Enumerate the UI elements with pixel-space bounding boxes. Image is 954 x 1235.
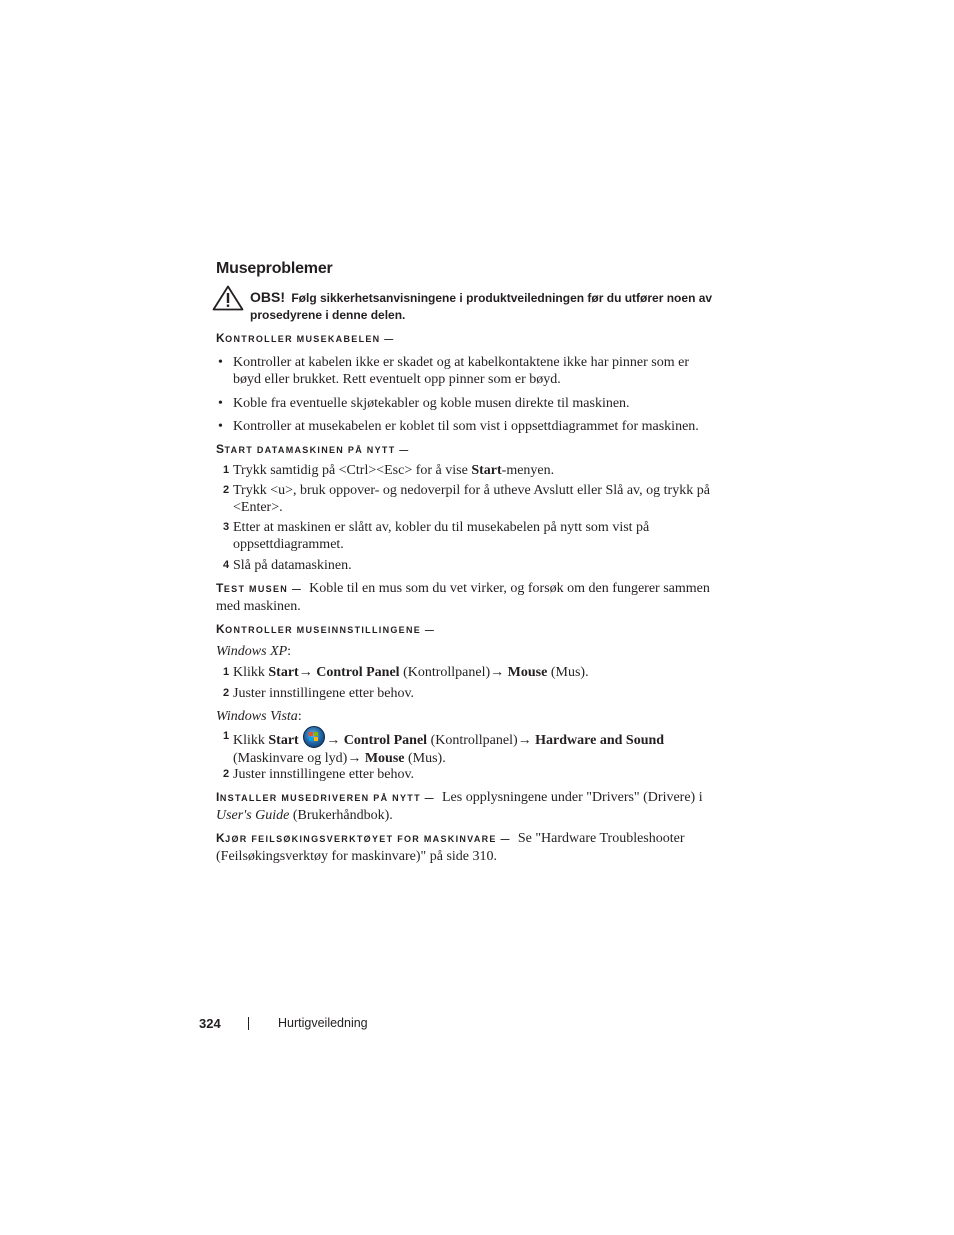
footer-divider	[248, 1017, 249, 1030]
step-number: 3	[223, 521, 230, 533]
section-driver: INSTALLER MUSEDRIVEREN PÅ NYTT — Les opplysningene under "Drivers" (Drivere) i User's Guide (Brukerhåndbok).	[216, 790, 703, 823]
step-number: 1	[223, 464, 230, 476]
bullet-marker: •	[218, 419, 223, 434]
warning-icon	[212, 285, 244, 311]
bullet-item: Kontroller at musekabelen er koblet til som vist i oppsettdiagrammet for maskinen.	[233, 419, 699, 434]
bullet-marker: •	[218, 396, 223, 411]
heading-text: KONTROLLER MUSEINNSTILLINGENE —	[216, 622, 436, 636]
step-text: Trykk <u>, bruk oppover- og nedoverpil for å utheve Avslutt eller Slå av, og trykk på <Enter>.	[233, 483, 710, 515]
os-label-vista: Windows Vista:	[216, 709, 302, 724]
step-number: 2	[223, 484, 230, 496]
section-heading-test-mouse: TEST MUSEN —	[216, 581, 303, 595]
start-menu-label: Start	[471, 463, 502, 478]
section-text: Koble til en mus som du vet virker, og forsøk om den fungerer sammen med maskinen.	[216, 581, 710, 614]
step-text: Juster innstillingene etter behov.	[233, 686, 415, 701]
section-heading-driver: INSTALLER MUSEDRIVEREN PÅ NYTT —	[216, 790, 435, 804]
page-number: 324	[199, 1016, 221, 1031]
heading-text: START DATAMASKINEN PÅ NYTT —	[216, 442, 410, 456]
step-number: 1	[223, 666, 230, 678]
section-troubleshooter	[216, 830, 716, 865]
step-number: 1	[223, 730, 230, 742]
footer-label: Hurtigveiledning	[278, 1016, 368, 1030]
bullet-item: Kontroller at kabelen ikke er skadet og at kabelkontaktene ikke har pinner som er bøyd eller brukket. Rett eventuelt opp pinner som er bøyd.	[233, 355, 689, 387]
section-heading-check-cable	[216, 331, 716, 345]
bullet-item: Koble fra eventuelle skjøtekabler og koble musen direkte til maskinen.	[233, 396, 630, 411]
warning-text	[250, 289, 720, 324]
step-text: Slå på datamaskinen.	[233, 558, 352, 573]
page-title: Museproblemer	[216, 260, 333, 277]
step-text: Klikk Start→ Control Panel (Kontrollpanel)→ Mouse (Mus).	[233, 665, 589, 680]
heading-text: KONTROLLER MUSEKABELEN —	[216, 331, 395, 345]
step-number: 4	[223, 559, 230, 571]
os-label-xp: Windows XP:	[216, 644, 292, 659]
warning-label: OBS!	[250, 289, 285, 305]
users-guide-title: User's Guide	[216, 808, 290, 823]
step-text: Etter at maskinen er slått av, kobler du til musekabelen på nytt som vist på oppsettdiagrammet.	[233, 520, 650, 552]
bullet-marker: •	[218, 355, 223, 370]
step-text: Klikk Start → Control Panel (Kontrollpanel)→ Hardware and Sound (Maskinvare og lyd)→ Mouse (Mus).	[233, 726, 718, 768]
warning-body: Følg sikkerhetsanvisningene i produktveiledningen før du utfører noen av prosedyrene i denne delen.	[250, 291, 713, 322]
section-heading-settings	[216, 622, 716, 636]
step-number: 2	[223, 768, 230, 780]
section-test-mouse	[216, 580, 716, 615]
windows-start-orb-icon	[303, 726, 325, 748]
step-text: Trykk samtidig på <Ctrl><Esc> for å vise Start-menyen.	[233, 463, 555, 478]
section-heading-restart	[216, 442, 716, 456]
section-heading-troubleshooter: KJØR FEILSØKINGSVERKTØYET FOR MASKINVARE —	[216, 831, 511, 845]
step-text: Juster innstillingene etter behov.	[233, 767, 415, 782]
section-text: Se "Hardware Troubleshooter (Feilsøkingsverktøy for maskinvare)" på side 310.	[216, 831, 685, 864]
step-number: 2	[223, 687, 230, 699]
